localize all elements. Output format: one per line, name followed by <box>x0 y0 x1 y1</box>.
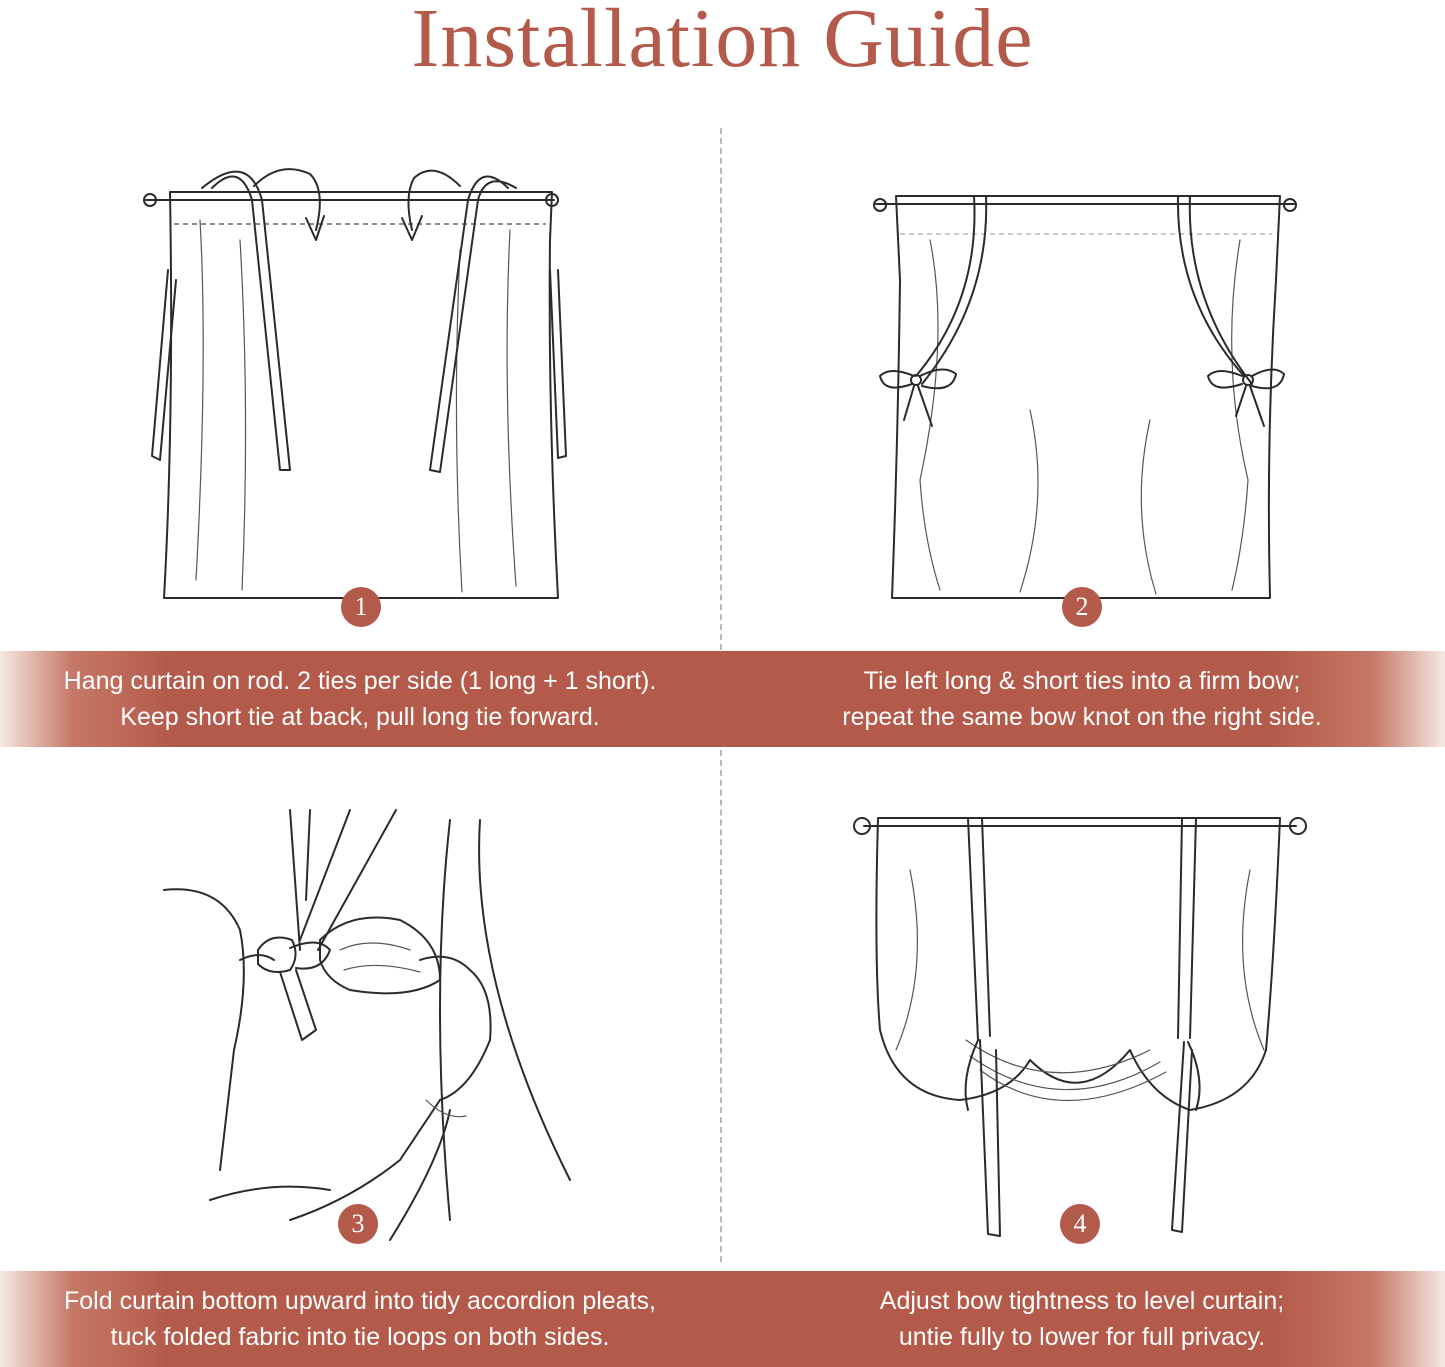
step-1-caption-line-2: Keep short tie at back, pull long tie forward. <box>120 703 600 731</box>
step-1-number-badge: 1 <box>341 587 381 627</box>
step-1-caption-line-1: Hang curtain on rod. 2 ties per side (1 long + 1 short). <box>63 667 657 695</box>
step-2-caption-line-1: Tie left long & short ties into a firm bow; <box>863 667 1301 695</box>
page-title: Installation Guide <box>411 0 1034 85</box>
step-2-caption <box>722 651 1442 747</box>
step-4-number-badge: 4 <box>1060 1204 1100 1244</box>
curtain-ties-hanging-drawing <box>130 160 590 620</box>
step-4-caption-line-2: untie fully to lower for full privacy. <box>898 1323 1266 1351</box>
step-3-illustration <box>150 800 590 1240</box>
step-3-caption <box>0 1271 720 1367</box>
vertical-divider-top <box>720 128 722 650</box>
caption-band-bottom <box>0 1271 1445 1367</box>
curtain-tied-bows-drawing <box>860 180 1310 610</box>
step-3-number-badge: 3 <box>338 1204 378 1244</box>
step-4-caption-line-1: Adjust bow tightness to level curtain; <box>879 1287 1285 1315</box>
step-1-caption <box>0 651 720 747</box>
vertical-divider-bottom <box>720 750 722 1262</box>
step-2-number-badge: 2 <box>1062 587 1102 627</box>
step-4-illustration <box>850 810 1310 1250</box>
step-2-caption-line-2: repeat the same bow knot on the right side. <box>842 703 1322 731</box>
caption-band-top <box>0 651 1445 747</box>
step-2-illustration <box>860 180 1310 610</box>
hands-folding-pleats-drawing <box>150 800 590 1240</box>
step-3-caption-line-1: Fold curtain bottom upward into tidy accordion pleats, <box>64 1287 656 1315</box>
step-1-illustration <box>130 160 590 620</box>
step-4-caption <box>722 1271 1442 1367</box>
step-3-caption-line-2: tuck folded fabric into tie loops on both sides. <box>110 1323 610 1351</box>
raised-tie-up-curtain-drawing <box>850 810 1310 1250</box>
